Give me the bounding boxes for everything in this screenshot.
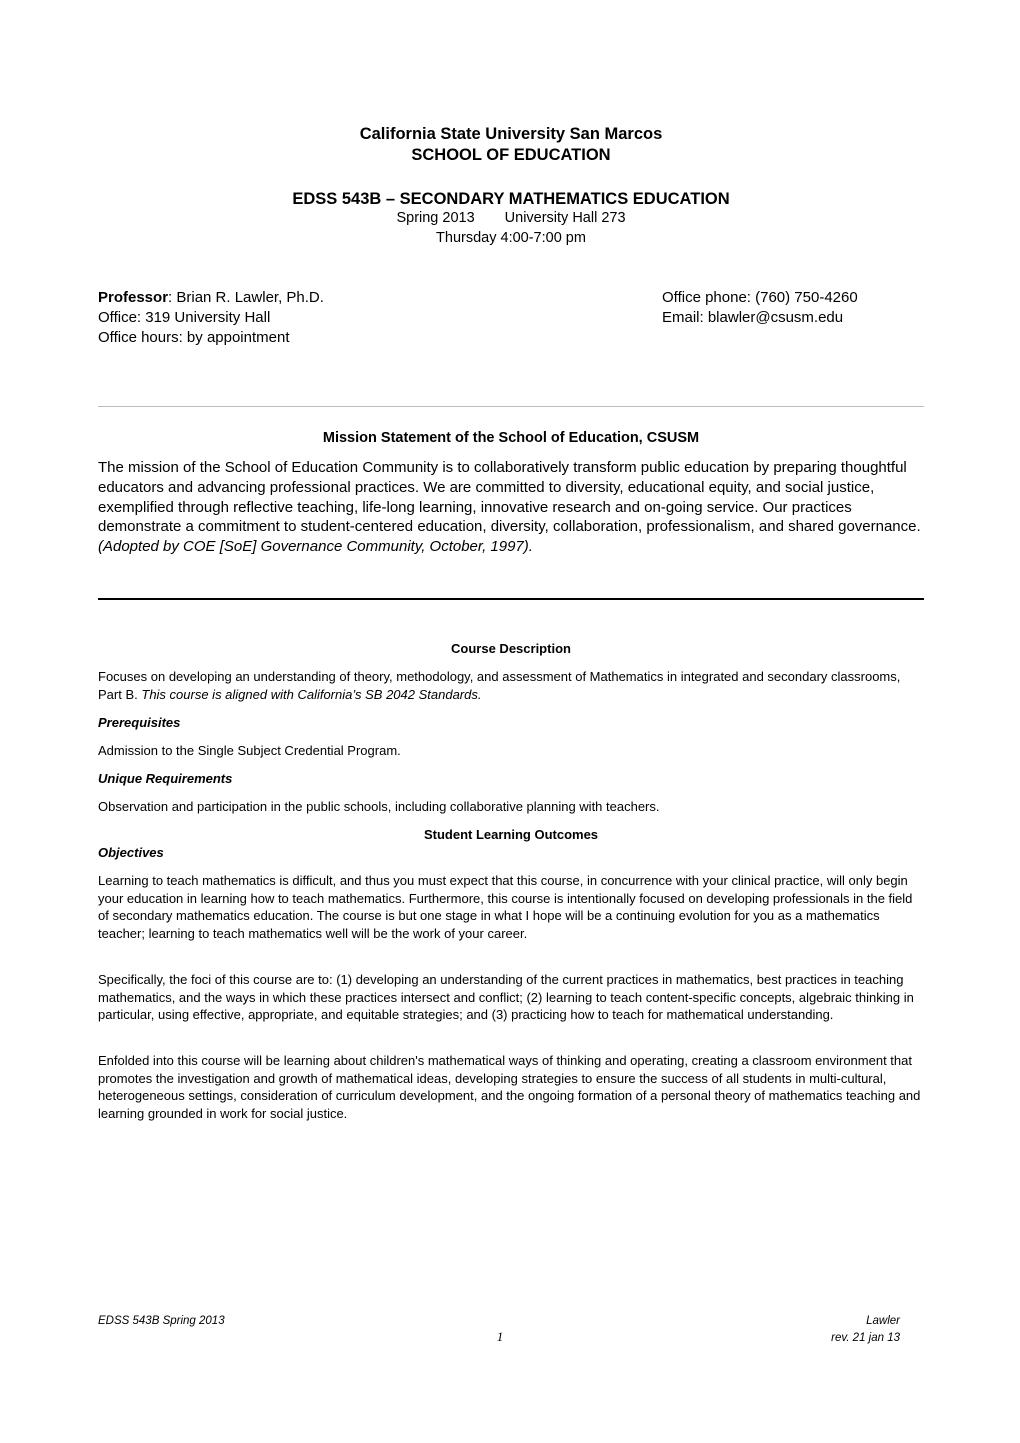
school-name: SCHOOL OF EDUCATION [411,146,611,164]
page-number: 1 [496,1329,504,1344]
contact-details [662,288,858,328]
office-phone: Office phone: (760) 750-4260 [662,289,858,306]
objectives-paragraph-3: Enfolded into this course will be learning about children's mathematical ways of thinking and operating, creating a classroom environment that promotes the investigation and growth of mathematical ideas, developing strategies to ensure the success of all students in multi-cultural, heterogeneous settings, consideration of curriculum development, and the ongoing formation of a personal theory of mathematics teaching and learning grounded in work for social justice. [98,1053,921,1121]
course-header [98,189,924,248]
office-hours: Office hours: by appointment [98,329,290,346]
divider-thin [98,406,924,407]
term-location-line [98,209,924,229]
footer-author: Lawler [866,1315,900,1327]
professor-info [98,288,324,348]
email: Email: blawler@csusm.edu [662,309,844,326]
standards-alignment: This course is aligned with California’s SB 2042 Standards. [141,686,482,702]
prerequisites-body: Admission to the Single Subject Credential Program. [98,743,401,758]
footer-revision: rev. 21 jan 13 [831,1332,900,1344]
footer-course: EDSS 543B Spring 2013 [98,1315,225,1327]
course-title: EDSS 543B – SECONDARY MATHEMATICS EDUCATION [292,190,730,208]
schedule: Thursday 4:00-7:00 pm [436,229,586,246]
course-description-body [98,668,924,703]
office-location: Office: 319 University Hall [98,309,271,326]
mission-adopted-note: (Adopted by COE [SoE] Governance Community, October, 1997). [98,538,533,556]
divider-thick [98,598,924,600]
university-name: California State University San Marcos [359,125,663,143]
professor-line [98,288,324,308]
term: Spring 2013 [396,210,475,226]
unique-requirements-body: Observation and participation in the public schools, including collaborative planning with teachers. [98,799,660,814]
location: University Hall 273 [504,210,626,226]
unique-requirements-heading: Unique Requirements [98,771,233,786]
professor-label: Professor [98,289,169,306]
mission-title: Mission Statement of the School of Education, CSUSM [322,430,700,446]
objectives-paragraph-1: Learning to teach mathematics is difficult, and thus you must expect that this course, in concurrence with your clinical practice, will only begin your education in learning how to teach mathematics. Furthermore, this course is intentionally focused on developing professionals in the field of secondary mathematics education. The course is but one stage in what I hope will be a continuing evolution for you as a mathematics teacher; learning to teach mathematics well will be the work of your career. [98,873,913,941]
document-header [98,124,924,166]
mission-statement [98,458,924,557]
professor-name: : Brian R. Lawler, Ph.D. [168,289,324,306]
learning-outcomes-title: Student Learning Outcomes [423,827,599,842]
mission-body: The mission of the School of Education Community is to collaboratively transform public education by preparing thoughtful educators and advancing professional practices. We are committed to diversity, educational equity, and social justice, exemplified through reflective teaching, life-long learning, innovative research and on-going service. Our practices demonstrate a commitment to student-centered education, diversity, collaboration, professionalism, and shared governance. [98,459,921,536]
objectives-heading: Objectives [98,845,164,860]
course-description-title: Course Description [451,641,571,656]
prerequisites-heading: Prerequisites [98,715,181,730]
objectives-paragraph-2: Specifically, the foci of this course are to: (1) developing an understanding of the current practices in mathematics, best practices in teaching mathematics, and the ways in which these practices intersect and conflict; (2) learning to teach content-specific concepts, algebraic thinking in particular, using effective, appropriate, and equitable strategies; and (3) practicing how to teach for mathematical understanding. [98,972,914,1023]
course-description-text: Focuses on developing an understanding of theory, methodology, and assessment of Mathematics in integrated and secondary classrooms, Part B. [98,669,901,702]
